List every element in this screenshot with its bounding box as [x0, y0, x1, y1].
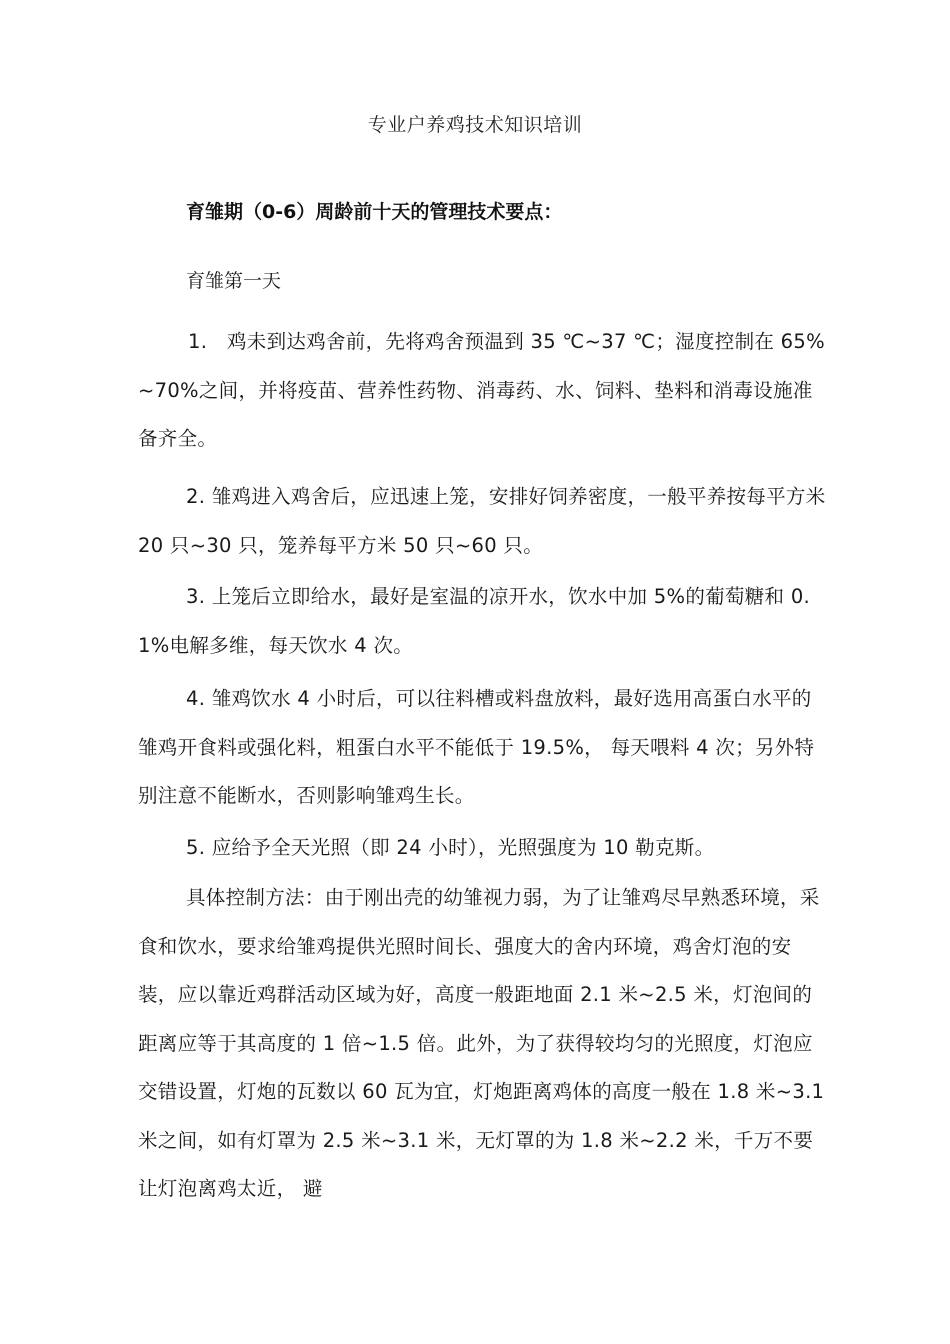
paragraph-step-1: 1. 鸡未到达鸡舍前，先将鸡舍预温到 35 ℃~37 ℃；湿度控制在 65%~70%之间，并将疫苗、营养性药物、消毒药、水、饲料、垫料和消毒设施准备齐全。 — [138, 330, 825, 450]
document-title: 专业户养鸡技术知识培训 — [367, 114, 583, 136]
section-heading: 育雏期（0-6）周龄前十天的管理技术要点： — [186, 201, 563, 223]
paragraph-step-3: 3. 上笼后立即给水，最好是室温的凉开水，饮水中加 5%的葡萄糖和 0.1%电解多维，每天饮水 4 次。 — [138, 585, 811, 657]
paragraph-step-2: 2. 雏鸡进入鸡舍后，应迅速上笼，安排好饲养密度，一般平养按每平方米 20 只~30 只，笼养每平方米 50 只~60 只。 — [138, 485, 826, 557]
paragraph-step-4: 4. 雏鸡饮水 4 小时后，可以往料槽或料盘放料，最好选用高蛋白水平的雏鸡开食料或强化料，粗蛋白水平不能低于 19.5%， 每天喂料 4 次；另外特别注意不能断水，否则影响雏鸡生长。 — [138, 687, 815, 807]
section-subheading: 育雏第一天 — [186, 270, 282, 292]
paragraph-step-5: 5. 应给予全天光照（即 24 小时），光照强度为 10 勒克斯。 — [186, 836, 715, 859]
paragraph-lighting-method: 具体控制方法：由于刚出壳的幼雏视力弱，为了让雏鸡尽早熟悉环境，采食和饮水，要求给雏鸡提供光照时间长、强度大的舍内环境，鸡舍灯泡的安装，应以靠近鸡群活动区域为好，高度一般距地面 2.1 米~2.5 米，灯泡间的距离应等于其高度的 1 倍~1.5 倍。此外，为了获得较均匀的光照度，灯泡应交错设置，灯炮的瓦数以 60 瓦为宜，灯炮距离鸡体的高度一般在 1.8 米~3.1 米之间，如有灯罩为 2.5 米~3.1 米，无灯罩的为 1.8 米~2.2 米，千万不要让灯泡离鸡太近， 避 — [138, 886, 825, 1200]
